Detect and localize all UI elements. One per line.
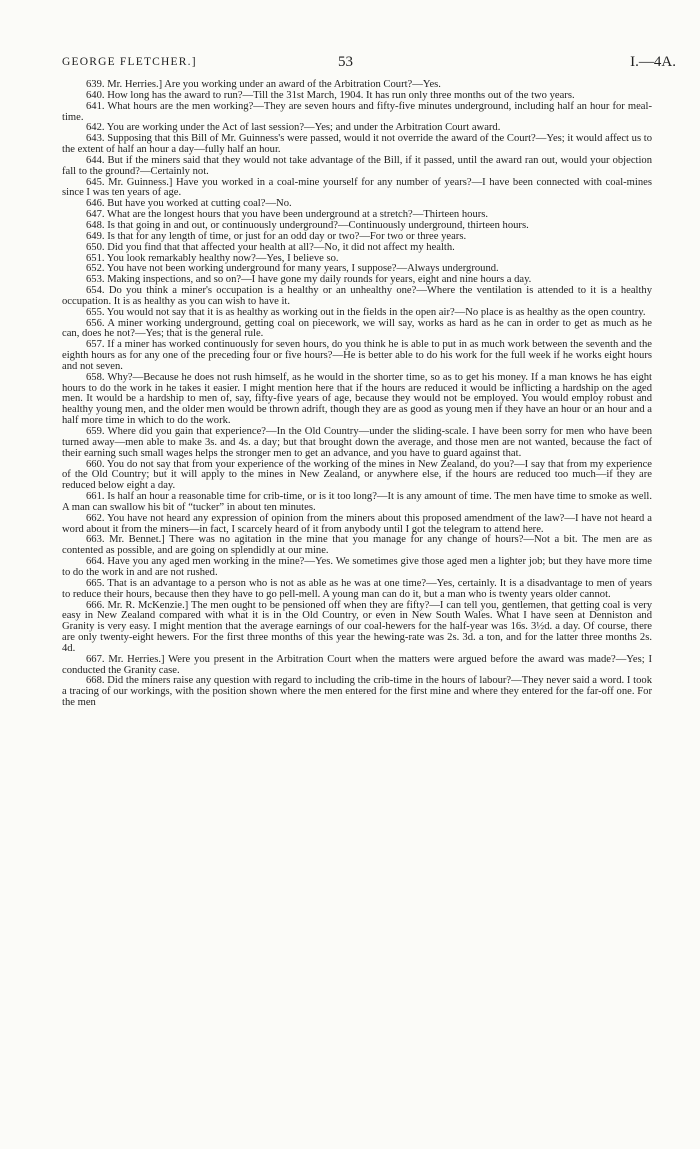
paragraph-643: 643. Supposing that this Bill of Mr. Guinness's were passed, would it not override the award of the Court?—Yes; it would affect us to the extent of half an hour a day—fully half an hour.: [62, 133, 652, 156]
paragraph-664: 664. Have you any aged men working in the mine?—Yes. We sometimes give those aged men a lighter job; but they have more time to do the work in and are not rushed.: [62, 556, 652, 578]
paragraph-654: 654. Do you think a miner's occupation is a healthy or an unhealthy one?—Where the ventilation is attended to it is a healthy occupation. It is as healthy as you can wish to have it.: [62, 285, 652, 307]
document-reference: I.—4A.: [630, 54, 676, 70]
paragraph-659: 659. Where did you gain that experience?—In the Old Country—under the sliding-scale. I have been sorry for men who have been turned away—men able to make 3s. and 4s. a day; but that brought down the average, and those men are not wanted, because the fact of their earning such small wages helps the stronger men to get an advance, and you have to guard against that.: [62, 426, 652, 459]
paragraph-642: 642. You are working under the Act of last session?—Yes; and under the Arbitration Court award.: [86, 122, 501, 134]
paragraph-651: 651. You look remarkably healthy now?—Yes, I believe so.: [86, 252, 339, 264]
paragraph-661: 661. Is half an hour a reasonable time for crib-time, or is it too long?—It is any amount of time. The men have time to smoke as well. A man can swallow his bit of “tucker” in about ten minutes.: [62, 491, 652, 513]
paragraph-665: 665. That is an advantage to a person who is not as able as he was at one time?—Yes, certainly. It is a disadvantage to men of years to reduce their hours, because then they have to go pell-mell. A young man can do it, but a man who is twenty years older cannot.: [62, 577, 652, 600]
paragraph-658: 658. Why?—Because he does not rush himself, as he would in the shorter time, so as to get his money. If a man knows he has eight hours to do the work in he takes it easier. I might mention here that if the hours are reduced it would be inflicting a hardship on the aged men. It would be a hardship to men of, say, fifty-five years of age, because they would not be employed. You would employ robust and healthy young men, and the older men would be thrown adrift, though they are as good as young men if they have an hour or an hour and a half more time in which to do the work.: [62, 371, 652, 427]
paragraph-667: 667. Mr. Herries.] Were you present in the Arbitration Court when the matters were argued before the award was made?—Yes; I conducted the Granity case.: [62, 653, 652, 676]
paragraph-655: 655. You would not say that it is as healthy as working out in the fields in the open air?—No place is as healthy as the open country.: [86, 306, 646, 318]
paragraph-647: 647. What are the longest hours that you have been underground at a stretch?—Thirteen hours.: [86, 209, 489, 221]
paragraph-644: 644. But if the miners said that they would not take advantage of the Bill, if it passed, until the award ran out, would your objection fall to the ground?—Certainly not.: [62, 154, 652, 177]
page-header: [62, 56, 676, 74]
page-number: 53: [338, 54, 353, 70]
paragraph-646: 646. But have you worked at cutting coal?—No.: [86, 198, 292, 210]
paragraph-639: 639. Mr. Herries.] Are you working under an award of the Arbitration Court?—Yes.: [86, 79, 441, 90]
paragraph-656: 656. A miner working underground, getting coal on piecework, we will say, works as hard as he can in order to get as much as he can, does he not?—Yes; that is the general rule.: [62, 317, 652, 340]
paragraph-649: 649. Is that for any length of time, or just for an odd day or two?—For two or three years.: [86, 230, 467, 242]
paragraph-666: 666. Mr. R. McKenzie.] The men ought to be pensioned off when they are fifty?—I can tell you, gentlemen, that getting coal is very easy in New Zealand compared with what it is in the Old Country, or even in New South Wales. What I have seen at Denniston and Granity is very easy. I might mention that the average earnings of our coal-hewers for the half-year was 16s. 3½d. a day. Of course, there are only twenty-eight hewers. For the first three months of this year the hewing-rate was 2s. 3d. a ton, and for the latter three months 2s. 4d.: [62, 599, 652, 654]
paragraph-660: 660. You do not say that from your experience of the working of the mines in New Zealand, do you?—I say that from my experience of the Old Country; but it will apply to the mines in New Zealand, or anywhere else, if the hours are reduced too much—if they are reduced below eight a day.: [62, 458, 652, 492]
paragraph-640: 640. How long has the award to run?—Till the 31st March, 1904. It has run only three months out of the two years.: [86, 89, 575, 101]
paragraph-641: 641. What hours are the men working?—They are seven hours and fifty-five minutes underground, including half an hour for meal-time.: [62, 100, 652, 123]
header-witness-name: GEORGE FLETCHER.]: [62, 56, 197, 68]
page-body: [62, 80, 652, 709]
paragraph-645: 645. Mr. Guinness.] Have you worked in a coal-mine yourself for any number of years?—I have been connected with coal-mines since I was ten years of age.: [62, 176, 652, 199]
paragraph-662: 662. You have not heard any expression of opinion from the miners about this proposed amendment of the law?—I have not heard a word about it from the miners—in fact, I scarcely heard of it from anybody until I got the telegram to attend here.: [62, 512, 652, 535]
paragraph-650: 650. Did you find that that affected your health at all?—No, it did not affect my health.: [86, 241, 455, 253]
paragraph-668: 668. Did the miners raise any question with regard to including the crib-time in the hours of labour?—They never said a word. I took a tracing of our workings, with the position shown where the men entered for the first mine and where they entered for the far-off one. For the men: [62, 675, 652, 709]
paragraph-648: 648. Is that going in and out, or continuously underground?—Continuously underground, thirteen hours.: [86, 219, 529, 231]
paragraph-663: 663. Mr. Bennet.] There was no agitation in the mine that you manage for any change of hours?—Not a bit. The men are as contented as possible, and are going on splendidly at our mine.: [62, 534, 652, 557]
paragraph-652: 652. You have not been working underground for many years, I suppose?—Always underground.: [86, 263, 499, 275]
paragraph-653: 653. Making inspections, and so on?—I have gone my daily rounds for years, eight and nine hours a day.: [86, 274, 532, 286]
paragraph-657: 657. If a miner has worked continuously for seven hours, do you think he is able to put in as much work between the seventh and the eighth hours as for any one of the preceding four or five hours?—He is better able to do his work for the full week if he works eight hours and not seven.: [62, 339, 652, 372]
